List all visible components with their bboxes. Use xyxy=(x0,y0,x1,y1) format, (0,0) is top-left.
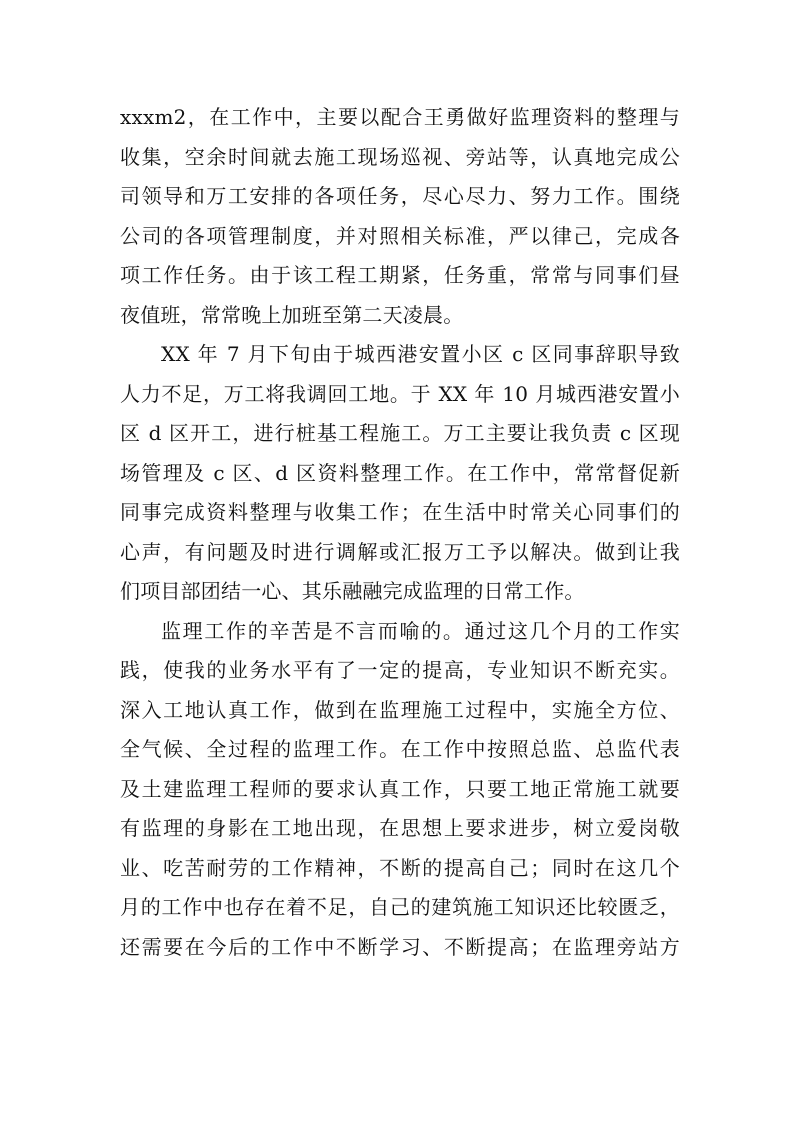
text-line: 心声，有问题及时进行调解或汇报万工予以解决。做到让我 xyxy=(120,539,680,564)
text-line: 深入工地认真工作，做到在监理施工过程中，实施全方位、 xyxy=(120,697,680,722)
paragraph-3 xyxy=(120,612,680,968)
text-line: xxxm2，在工作中，主要以配合王勇做好监理资料的整理与 xyxy=(120,105,680,129)
text-line: 监理工作的辛苦是不言而喻的。通过这几个月的工作实 xyxy=(161,618,680,643)
text-line: 践，使我的业务水平有了一定的提高，专业知识不断充实。 xyxy=(120,658,680,682)
text-line: 夜值班，常常晚上加班至第二天凌晨。 xyxy=(120,302,464,327)
body-text xyxy=(120,98,680,967)
text-line: 有监理的身影在工地出现，在思想上要求进步，树立爱岗敬 xyxy=(120,816,680,840)
text-line: 及土建监理工程师的要求认真工作，只要工地正常施工就要 xyxy=(120,776,680,801)
paragraph-1 xyxy=(120,98,680,335)
text-line: 收集，空余时间就去施工现场巡视、旁站等，认真地完成公 xyxy=(120,144,680,169)
text-line: 项工作任务。由于该工程工期紧，任务重，常常与同事们昼 xyxy=(120,263,680,287)
text-line: 区 d 区开工，进行桩基工程施工。万工主要让我负责 c 区现 xyxy=(120,421,680,445)
text-line: 月的工作中也存在着不足，自己的建筑施工知识还比较匮乏， xyxy=(120,895,680,919)
text-line: 司领导和万工安排的各项任务，尽心尽力、努力工作。围绕 xyxy=(120,184,680,208)
text-line: 场管理及 c 区、d 区资料整理工作。在工作中，常常督促新 xyxy=(120,460,680,485)
text-line: 公司的各项管理制度，并对照相关标准，严以律己，完成各 xyxy=(120,223,680,248)
paragraph-2 xyxy=(120,335,680,612)
text-line: 同事完成资料整理与收集工作；在生活中时常关心同事们的 xyxy=(120,500,680,524)
text-line: XX 年 7 月下旬由于城西港安置小区 c 区同事辞职导致 xyxy=(161,342,680,366)
text-line: 还需要在今后的工作中不断学习、不断提高；在监理旁站方 xyxy=(120,934,680,959)
text-line: 全气候、全过程的监理工作。在工作中按照总监、总监代表 xyxy=(120,737,680,761)
text-line: 们项目部团结一心、其乐融融完成监理的日常工作。 xyxy=(120,579,585,603)
text-line: 业、吃苦耐劳的工作精神，不断的提高自己；同时在这几个 xyxy=(120,855,680,880)
text-line: 人力不足，万工将我调回工地。于 XX 年 10 月城西港安置小 xyxy=(120,381,680,406)
